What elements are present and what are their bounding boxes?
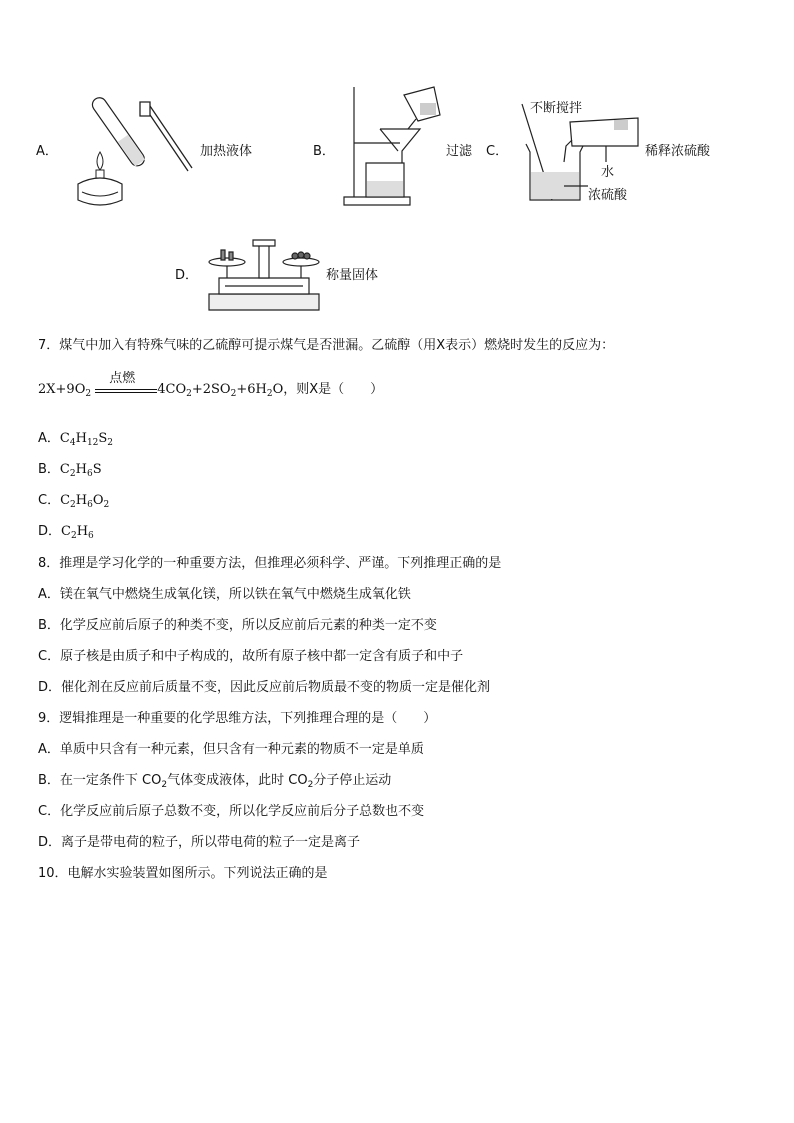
eq-condition: 点燃 <box>109 370 136 386</box>
eq-r1-sub: 2 <box>186 389 192 399</box>
q7-option-a[interactable]: A．$C_4H_{12}S_2$ <box>38 431 114 448</box>
q9-option-a[interactable]: A．单质中只含有一种元素，但只含有一种元素的物质不一定是单质 <box>38 742 424 757</box>
eq-left-sub: 2 <box>85 389 92 399</box>
eq-left: 2X+9O <box>38 382 86 397</box>
figure-c-letter: C． <box>486 144 509 159</box>
q9-option-b[interactable]: B．在一定条件下 $CO_2$气体变成液体，此时 $CO_2$分子停止运动 <box>38 773 392 790</box>
q8-option-b[interactable]: B．化学反应前后原子的种类不变，所以反应前后元素的种类一定不变 <box>38 618 437 633</box>
eq-r4: O <box>272 382 284 397</box>
heating-liquid-figure <box>70 88 200 213</box>
q8-option-a[interactable]: A．镁在氧气中燃烧生成氧化镁，所以铁在氧气中燃烧生成氧化铁 <box>38 587 411 602</box>
question-8-stem: 8．推理是学习化学的一种重要方法，但推理必须科学、严谨。下列推理正确的是 <box>38 556 502 571</box>
question-7-equation <box>38 370 384 399</box>
question-9-stem: 9．逻辑推理是一种重要的化学思维方法，下列推理合理的是（ ） <box>38 711 437 726</box>
eq-r3: +6H <box>236 382 267 397</box>
figure-b-letter: B． <box>313 144 335 159</box>
q7-option-c[interactable]: C．$C_2H_6O_2$ <box>38 493 110 510</box>
filtration-figure <box>340 85 445 210</box>
eq-r2: +2SO <box>191 382 231 397</box>
balance-figure <box>205 238 323 318</box>
q7-option-d[interactable]: D．$C_2H_6$ <box>38 524 94 541</box>
q8-option-d[interactable]: D．催化剂在反应前后质量不变，因此反应前后物质最不变的物质一定是催化剂 <box>38 680 491 695</box>
q9-option-d[interactable]: D．离子是带电荷的粒子，所以带电荷的粒子一定是离子 <box>38 835 361 850</box>
q7-option-b[interactable]: B．$C_2H_6S$ <box>38 462 102 479</box>
eq-condition-arrow <box>95 370 157 397</box>
label-water: 水 <box>601 165 615 180</box>
figure-a-caption: 加热液体 <box>200 144 253 159</box>
figure-b-caption: 过滤 <box>446 144 473 159</box>
label-acid: 浓硫酸 <box>588 188 628 203</box>
figure-d-caption: 称量固体 <box>326 268 379 283</box>
label-stir: 不断搅拌 <box>530 101 583 116</box>
eq-r3-sub: 2 <box>266 389 273 399</box>
figure-c-caption: 稀释浓硫酸 <box>645 144 711 159</box>
eq-r2-sub: 2 <box>230 389 237 399</box>
eq-tail: ，则X是（ ） <box>283 382 384 397</box>
q9-option-c[interactable]: C．化学反应前后原子总数不变，所以化学反应前后分子总数也不变 <box>38 804 425 819</box>
figure-a-letter: A． <box>36 144 58 159</box>
question-10-stem: 10．电解水实验装置如图所示。下列说法正确的是 <box>38 866 328 881</box>
eq-r1: 4CO <box>157 382 187 397</box>
figure-d-letter: D． <box>175 268 199 283</box>
question-7-stem: 7．煤气中加入有特殊气味的乙硫醇可提示煤气是否泄漏。乙硫醇（用X表示）燃烧时发生的反应为： <box>38 338 615 353</box>
q8-option-c[interactable]: C．原子核是由质子和中子构成的，故所有原子核中都一定含有质子和中子 <box>38 649 464 664</box>
